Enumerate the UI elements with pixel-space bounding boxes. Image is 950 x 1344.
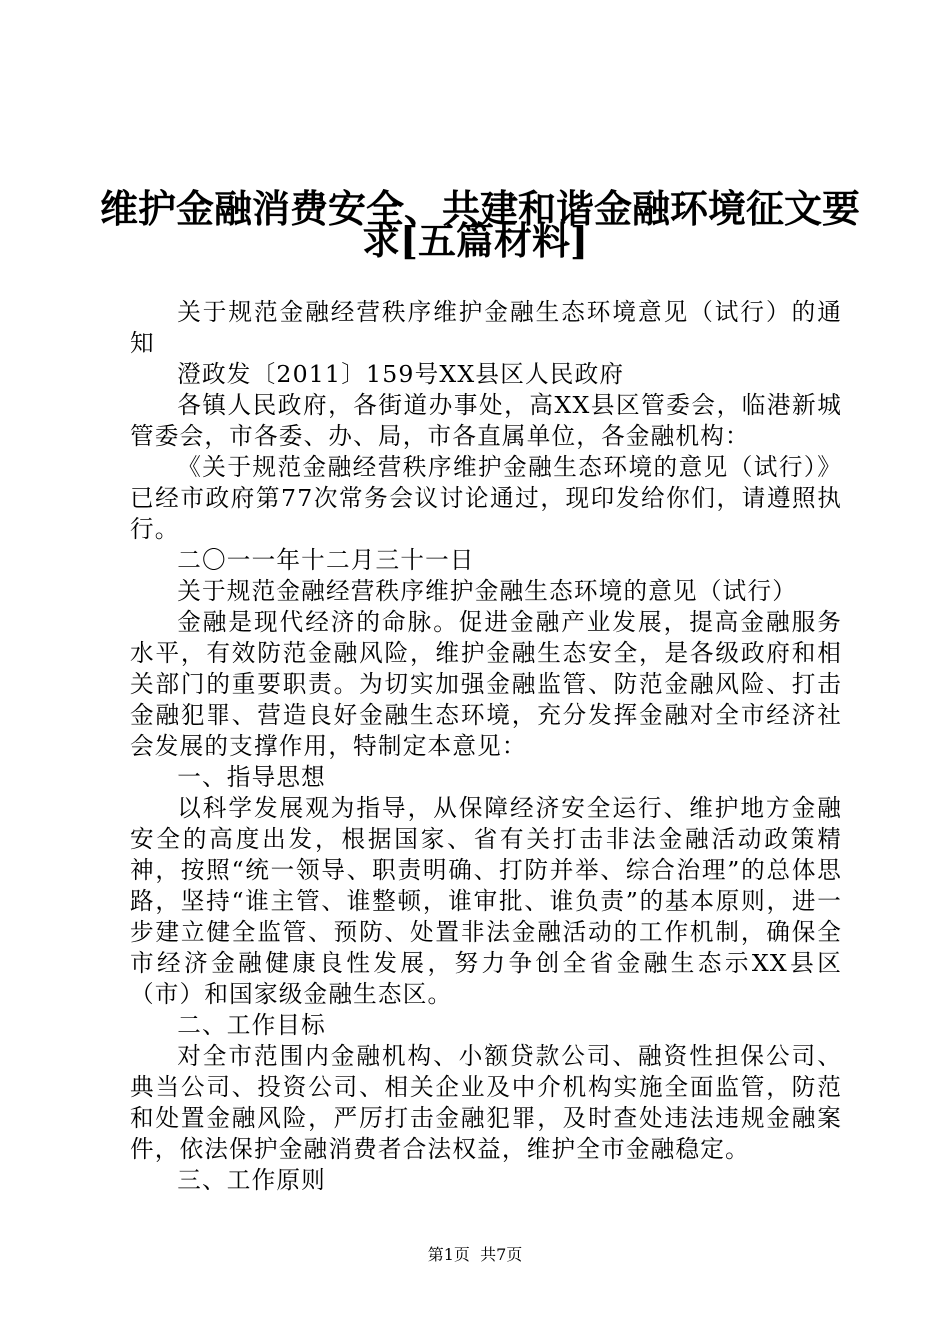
document-body — [130, 297, 842, 1196]
paragraph-work-goals: 对全市范围内金融机构、小额贷款公司、融资性担保公司、典当公司、投资公司、相关企业及中介机构实施全面监管，防范和处置金融风险，严厉打击金融犯罪，及时查处违法违规金融案件，依法保护金融消费者合法权益，维护全市金融稳定。 — [130, 1042, 842, 1163]
paragraph-notice-title: 关于规范金融经营秩序维护金融生态环境意见（试行）的通知 — [130, 298, 842, 357]
paragraph-recipients: 各镇人民政府，各街道办事处，高XX县区管委会，临港新城管委会，市各委、办、局，市各直属单位，各金融机构： — [130, 391, 842, 450]
paragraph-date: 二〇一一年十二月三十一日 — [177, 546, 475, 574]
paragraph-doc-number: 澄政发〔2011〕159号XX县区人民政府 — [177, 360, 625, 388]
paragraph-opinion-title: 关于规范金融经营秩序维护金融生态环境的意见（试行） — [177, 577, 798, 605]
section-heading-work-principles: 三、工作原则 — [177, 1166, 326, 1194]
document-title-line-1: 维护金融消费安全、共建和谐金融环境征文要 — [100, 186, 861, 231]
document-title-line-2: 求[五篇材料] — [362, 218, 588, 263]
page-number: 第1页 共7页 — [427, 1245, 523, 1264]
section-heading-guiding-ideology: 一、指导思想 — [177, 763, 326, 791]
paragraph-guiding-ideology: 以科学发展观为指导，从保障经济安全运行、维护地方金融安全的高度出发，根据国家、省有关打击非法金融活动政策精神，按照“统一领导、职责明确、打防并举、综合治理”的总体思路，坚持“谁主管、谁整顿，谁审批、谁负责”的基本原则，进一步建立健全监管、预防、处置非法金融活动的工作机制，确保全市经济金融健康良性发展，努力争创全省金融生态示XX县区（市）和国家级金融生态区。 — [130, 794, 842, 1008]
paragraph-intro: 金融是现代经济的命脉。促进金融产业发展，提高金融服务水平，有效防范金融风险，维护金融生态安全，是各级政府和相关部门的重要职责。为切实加强金融监管、防范金融风险、打击金融犯罪、营造良好金融生态环境，充分发挥金融对全市经济社会发展的支撑作用，特制定本意见： — [130, 608, 842, 760]
page-footer — [0, 1245, 950, 1265]
section-heading-work-goals: 二、工作目标 — [177, 1011, 326, 1039]
paragraph-notice-body: 《关于规范金融经营秩序维护金融生态环境的意见（试行）》已经市政府第77次常务会议讨论通过，现印发给你们，请遵照执行。 — [130, 453, 842, 543]
